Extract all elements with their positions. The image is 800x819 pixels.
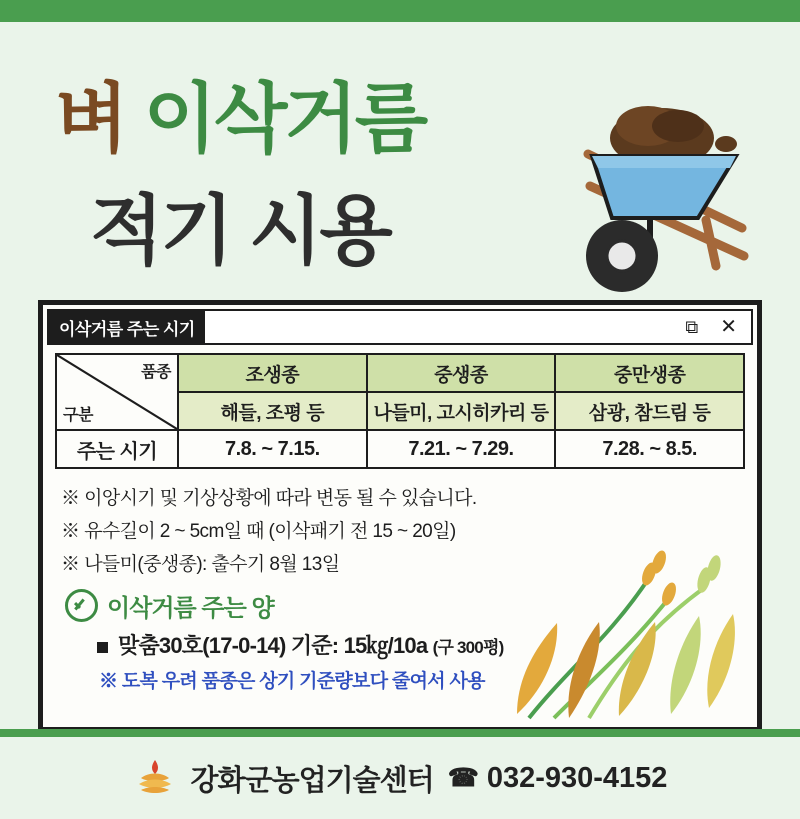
- wheelbarrow-illustration: [530, 90, 760, 310]
- note-item: ※ 이앙시기 및 기상상황에 따라 변동 될 수 있습니다.: [61, 488, 477, 509]
- table-timing-cell: 7.28. ~ 8.5.: [555, 430, 744, 468]
- table-col-header: 조생종: [178, 354, 367, 392]
- telephone-icon: ☎: [447, 764, 479, 792]
- amount-sub-value: (구 300평): [432, 638, 504, 657]
- table-corner-top-label: 품종: [141, 364, 171, 381]
- table-variety-cell: 삼광, 참드림 등: [555, 392, 744, 430]
- headline-topdress-word: 이삭거름: [143, 77, 426, 162]
- headline-line-1: [55, 58, 425, 167]
- info-panel: [38, 300, 762, 732]
- agriculture-center-logo-icon: [133, 756, 177, 800]
- window-title: 이삭거름 주는 시기: [49, 311, 205, 343]
- notes-block: [61, 483, 757, 693]
- amount-heading: 이삭거름 주는 양: [107, 595, 274, 622]
- headline-crop-word: 벼: [55, 77, 126, 162]
- amount-bullet-row: [97, 629, 757, 660]
- table-corner-cell: [56, 354, 178, 430]
- amount-main-value: 맞춤30호(17-0-14) 기준: 15㎏/10a: [118, 633, 428, 658]
- footer-phone-number: 032-930-4152: [486, 761, 668, 794]
- footer-organization: 강화군농업기술센터: [190, 764, 434, 797]
- table-variety-cell: 해들, 조평 등: [178, 392, 367, 430]
- square-bullet-icon: [97, 642, 108, 653]
- amount-warning: ※ 도복 우려 품종은 상기 기준량보다 줄여서 사용: [99, 671, 485, 692]
- note-item: ※ 나들미(중생종): 출수기 8월 13일: [61, 554, 340, 575]
- note-item: ※ 유수길이 2 ~ 5cm일 때 (이삭패기 전 15 ~ 20일): [61, 521, 456, 542]
- headline-block: [0, 40, 800, 280]
- top-green-bar: [0, 0, 800, 22]
- table-timing-cell: 7.21. ~ 7.29.: [367, 430, 556, 468]
- table-row: [56, 354, 744, 392]
- bottom-green-bar: [0, 729, 800, 737]
- restore-icon[interactable]: ⧉: [685, 317, 699, 337]
- check-circle-icon: [65, 589, 98, 622]
- table-col-header: 중만생종: [555, 354, 744, 392]
- timing-table: [55, 353, 745, 469]
- amount-heading-row: [65, 588, 757, 623]
- table-row: [56, 430, 744, 468]
- footer-phone-block: [448, 762, 668, 795]
- table-row-label: 주는 시기: [56, 430, 178, 468]
- table-timing-cell: 7.8. ~ 7.15.: [178, 430, 367, 468]
- table-corner-bottom-label: 구분: [63, 407, 93, 424]
- footer: [0, 737, 800, 819]
- headline-line-2: 적기 시용: [90, 189, 390, 274]
- window-titlebar: [47, 309, 753, 345]
- table-col-header: 중생종: [367, 354, 556, 392]
- amount-main-text: [118, 629, 503, 660]
- table-variety-cell: 나들미, 고시히카리 등: [367, 392, 556, 430]
- close-icon[interactable]: ✕: [720, 316, 737, 338]
